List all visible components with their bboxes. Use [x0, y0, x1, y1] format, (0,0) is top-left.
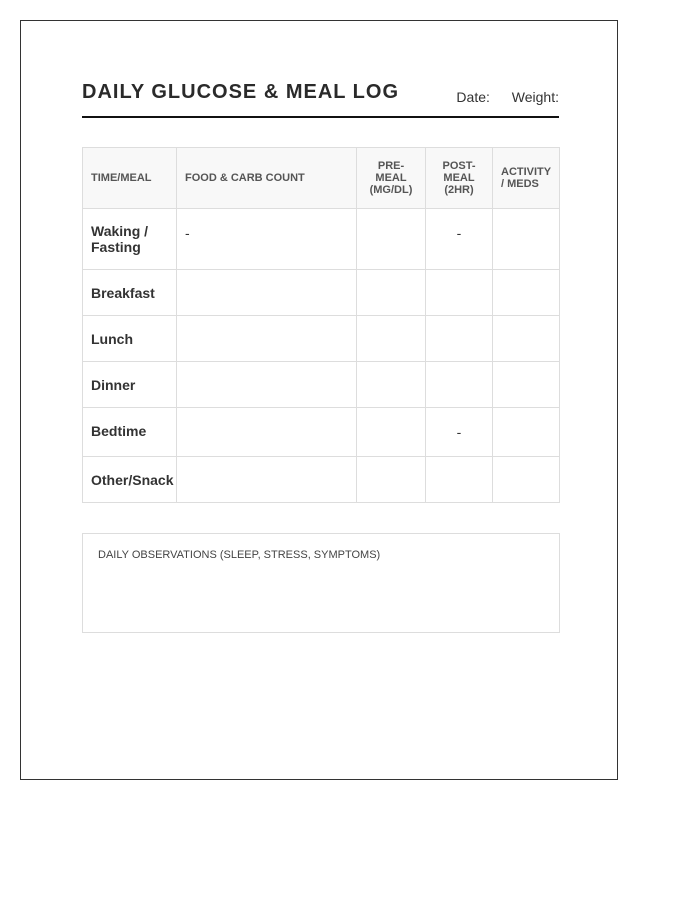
- row-label: Breakfast: [83, 270, 177, 316]
- activity-cell[interactable]: [493, 362, 560, 408]
- post-meal-cell[interactable]: -: [426, 408, 493, 457]
- food-cell[interactable]: [177, 457, 357, 503]
- row-label: Lunch: [83, 316, 177, 362]
- row-label: Waking / Fasting: [83, 209, 177, 270]
- food-cell[interactable]: [177, 316, 357, 362]
- table-row-waking: [83, 209, 560, 270]
- pre-meal-cell[interactable]: [357, 408, 426, 457]
- log-header: [82, 81, 559, 118]
- pre-meal-cell[interactable]: [357, 209, 426, 270]
- activity-cell[interactable]: [493, 209, 560, 270]
- activity-cell[interactable]: [493, 316, 560, 362]
- date-field-label[interactable]: Date:: [456, 89, 490, 105]
- log-page: [20, 20, 618, 780]
- pre-meal-cell[interactable]: [357, 457, 426, 503]
- column-header-food-carb: FOOD & CARB COUNT: [177, 148, 357, 209]
- post-meal-cell[interactable]: [426, 270, 493, 316]
- page-title: DAILY GLUCOSE & MEAL LOG: [82, 81, 399, 103]
- pre-meal-cell[interactable]: [357, 270, 426, 316]
- column-header-time-meal: TIME/MEAL: [83, 148, 177, 209]
- table-row-dinner: [83, 362, 560, 408]
- weight-field-label[interactable]: Weight:: [511, 89, 559, 105]
- food-cell[interactable]: -: [177, 209, 357, 270]
- table-header-row: [83, 148, 560, 209]
- table-row-bedtime: [83, 408, 560, 457]
- daily-observations-box[interactable]: [82, 533, 560, 633]
- pre-meal-cell[interactable]: [357, 316, 426, 362]
- post-meal-cell[interactable]: -: [426, 209, 493, 270]
- activity-cell[interactable]: [493, 408, 560, 457]
- row-label: Dinner: [83, 362, 177, 408]
- daily-observations-label: DAILY OBSERVATIONS (SLEEP, STRESS, SYMPTOMS): [98, 549, 381, 561]
- column-header-pre-meal: PRE- MEAL (MG/DL): [357, 148, 426, 209]
- glucose-meal-table: [82, 147, 560, 503]
- food-cell[interactable]: [177, 270, 357, 316]
- post-meal-cell[interactable]: [426, 316, 493, 362]
- column-header-post-meal: POST- MEAL (2HR): [426, 148, 493, 209]
- table-row-other-snack: [83, 457, 560, 503]
- activity-cell[interactable]: [493, 270, 560, 316]
- header-meta: [438, 89, 559, 105]
- row-label: Other/Snack: [83, 457, 177, 503]
- food-cell[interactable]: [177, 408, 357, 457]
- table-row-breakfast: [83, 270, 560, 316]
- pre-meal-cell[interactable]: [357, 362, 426, 408]
- table-row-lunch: [83, 316, 560, 362]
- column-header-activity-meds: ACTIVITY / MEDS: [493, 148, 560, 209]
- post-meal-cell[interactable]: [426, 362, 493, 408]
- row-label: Bedtime: [83, 408, 177, 457]
- post-meal-cell[interactable]: [426, 457, 493, 503]
- food-cell[interactable]: [177, 362, 357, 408]
- activity-cell[interactable]: [493, 457, 560, 503]
